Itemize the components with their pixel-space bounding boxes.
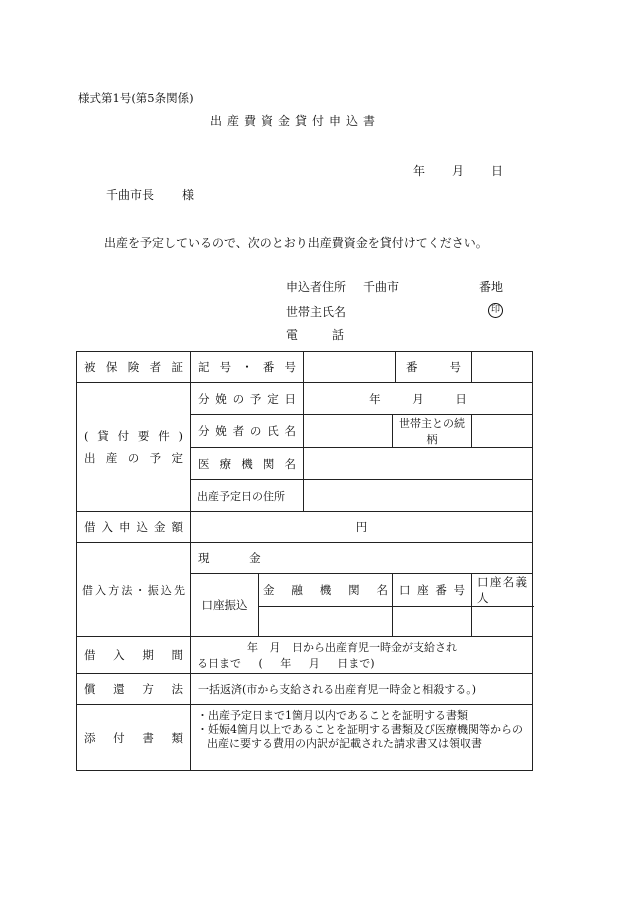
addressee: 千曲市長 (106, 188, 155, 202)
medical-institution-field[interactable] (304, 448, 533, 480)
householder-name-label: 世帯主氏名 (286, 305, 347, 319)
bank-name-field[interactable] (259, 607, 393, 637)
applicant-address-label: 申込者住所 (286, 280, 347, 294)
account-holder-field[interactable] (472, 607, 533, 637)
number-label: 番 号 (396, 352, 472, 383)
cash-option[interactable] (191, 543, 533, 574)
bank-name-label: 金融機関名 (259, 574, 393, 607)
repayment-method-value: 一括返済(市から支給される出産育児一時金と相殺する。) (191, 674, 533, 705)
addressee-suffix: 様 (182, 188, 195, 202)
medical-institution-label: 医療機関名 (191, 448, 304, 480)
repayment-method-label: 償還方法 (77, 674, 191, 705)
delivery-person-field[interactable] (304, 415, 393, 448)
attachment-item: ・妊娠4箇月以上であることを証明する書類及び医療機関等からの出産に要する費用の内訳が記載された請求書又は領収書 (197, 723, 523, 750)
form-title: 出産費資金貸付申込書 (210, 114, 381, 128)
seal-mark: 印 (488, 303, 503, 318)
method-label: 借入方法・振込先 (77, 543, 191, 637)
applicant-city: 千曲市 (363, 280, 400, 294)
relation-field[interactable] (472, 415, 533, 448)
account-number-label: 口座番号 (393, 574, 472, 607)
relation-label: 世帯主との続柄 (393, 415, 472, 448)
applicant-address-suffix: 番地 (479, 280, 504, 294)
symbol-number-label: 記号・番号 (191, 352, 304, 383)
yen-unit: 円 (355, 520, 368, 534)
birth-plan-label (77, 383, 191, 512)
application-statement: 出産を予定しているので、次のとおり出産費資金を貸付けてください。 (104, 236, 488, 250)
phone-label: 電 話 (286, 328, 344, 342)
delivery-person-label: 分娩者の氏名 (191, 415, 304, 448)
birth-address-field[interactable] (304, 480, 533, 512)
due-date-value: 年 月 日 (369, 391, 467, 406)
cash-label: 現 金 (198, 551, 279, 565)
loan-period-label: 借入期間 (77, 637, 191, 674)
loan-amount-label: 借入申込金額 (77, 512, 191, 543)
loan-period-line1: 年 月 日から出産育児一時金が支給され (247, 641, 457, 654)
number-field[interactable] (472, 352, 533, 383)
account-holder-label: 口座名義人 (472, 574, 533, 607)
loan-application-table (76, 351, 533, 771)
bank-transfer-label: 口座振込 (191, 574, 259, 637)
birth-plan-label-text: 出産の予定 (84, 451, 183, 465)
date-month-label: 月 (452, 164, 465, 178)
insured-card-label: 被保険者証 (77, 352, 191, 383)
loan-period-line2: る日まで ( 年 月 日まで) (197, 657, 375, 670)
due-date-field[interactable] (304, 383, 533, 415)
loan-amount-field[interactable] (191, 512, 533, 543)
birth-address-label: 出産予定日の住所 (191, 480, 304, 512)
form-number: 様式第1号(第5条関係) (78, 91, 194, 105)
due-date-label: 分娩の予定日 (191, 383, 304, 415)
symbol-number-field[interactable] (304, 352, 396, 383)
attachments-label: 添付書類 (77, 705, 191, 771)
loan-requirement-label: (貸付要件) (84, 429, 183, 443)
account-number-field[interactable] (393, 607, 472, 637)
attachments-value (191, 705, 533, 771)
date-day-label: 日 (491, 164, 504, 178)
date-year-label: 年 (413, 164, 426, 178)
attachment-item: ・出産予定日まで1箇月以内であることを証明する書類 (197, 709, 468, 722)
loan-period-field[interactable] (191, 637, 533, 674)
